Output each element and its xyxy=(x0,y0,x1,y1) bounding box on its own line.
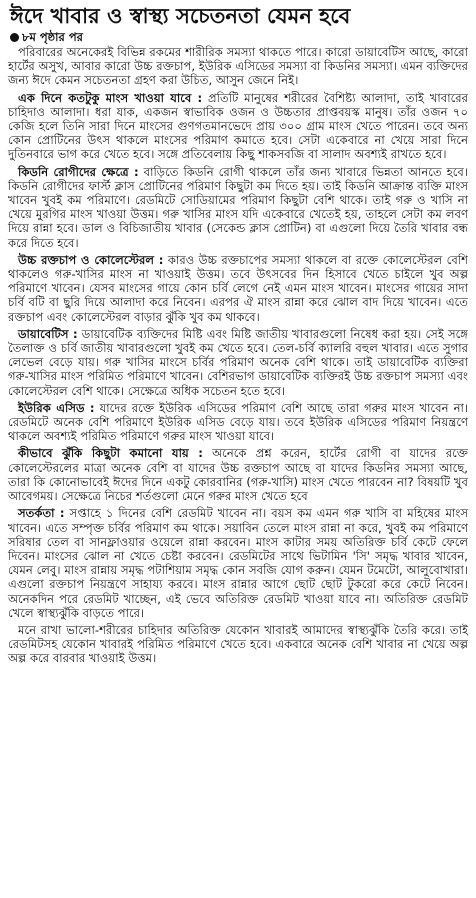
paragraph-blood-pressure xyxy=(8,253,468,324)
paragraph-intro xyxy=(8,45,468,88)
section-heading: ইউরিক এসিড : xyxy=(18,400,95,415)
continued-line xyxy=(10,30,468,44)
bullet-icon xyxy=(10,33,19,42)
paragraph-text: যাদের রক্তে ইউরিক এসিডের পরিমাণ বেশি আছে তারা গরুর মাংস খাবেন না। রেডমিটে অনেক বেশি পরিমাণে ইউরিক এসিড বেড়ে যায়। তবে ইউরিক এসিডের পরিমাণ নিয়ন্ত্রণে থাকলে অবশ্যই পরিমিত পরিমাণে গরুর মাংস খাওয়া যাবে। xyxy=(8,400,468,444)
paragraph-text: সপ্তাহে ১ দিনের বেশি রেডমিট খাবেন না। বয়স কম এমন গরু খাসি বা মহিষের মাংস খাবেন। এতে সম্পৃক্ত চর্বির পরিমাণ কম থাকে। সয়াবিন তেলে মাংস রান্না না করে, খুবই কম পরিমাণে সরিষার তেল বা সানফ্লাওয়ার ওয়েলে রান্না করবেন। মাংস কাটার সময় অতিরিক্ত চর্বি কেটে ফেলে দিবেন। মাংসের ঝোল না খেতে চেষ্টা করবেন। রেডমিটের সাথে ভিটামিন 'সি' সমৃদ্ধ খাবার খাবেন, যেমন লেবু। মাংস রান্নায় সমৃদ্ধ পটাশিয়াম সমৃদ্ধ কোন সবজি যোগ করুন। যেমন টমেটো, আলুবোখারা। এগুলো রক্তচাপ নিয়ন্ত্রণে সাহায্য করবে। মাংস রান্নার আগে ছোট ছোট টুকরো করে কেটে নিবেন। অনেকদিন পরে রেডমিট খাচ্ছেন, এই ভেবে অতিরিক্ত রেডমিট খাওয়া যাবে না। অতিরিক্ত রেডমিট খেলে স্বাস্থ্যঝুঁকি বাড়তে পারে। xyxy=(8,506,468,620)
section-heading: ডায়াবেটিস : xyxy=(18,326,78,341)
paragraph-reduce-risk xyxy=(8,446,468,503)
section-heading: সতর্কতা : xyxy=(18,506,65,521)
paragraph-text: বাড়িতে কিডনি রোগী থাকলে তাঁর জন্য খাবারে ভিন্নতা আনতে হবে। কিডনি রোগীদের ফার্স্ট ক্লাস প্রোটিনের পরিমাণ কিছুটা কম দিতে হয়। তাই কিডনি আক্রান্ত ব্যক্তি মাংস খাবেন খুবই কম পরিমাণে। রেডমিটে সোডিয়ামের পরিমাণ কিছুটা বেশি থাকে। তাই গরু ও খাসি না খেয়ে মুরগির মাংস খাওয়া উত্তম। গরু খাসির মাংস যদি একেবারে খেতেই হয়, তাহলে সেটা কম লবণ দিয়ে রান্না হবে। ডাল ও বিচিজাতীয় খাবার (সেকেন্ড ক্লাস প্রোটিন) বা এগুলো দিয়ে তৈরি খাবার বন্ধ করে দিতে হবে। xyxy=(8,164,469,250)
section-heading: উচ্চ রক্তচাপ ও কোলেস্টেরল : xyxy=(18,252,164,267)
paragraph-diabetes xyxy=(8,327,468,398)
paragraph-text: প্রতিটি মানুষের শরীরের বৈশিষ্ট্য আলাদা, তাই খাবারের চাহিদাও আলাদা। ধরা যাক, একজন স্বাভাবিক ওজন ও উচ্চতার প্রাপ্তবয়স্ক মানুষ। তাঁর ওজন ৭০ কেজি হলে তিনি সারা দিনে মাংসের গুণগতমানভেদে প্রায় ৩০০ গ্রাম মাংস খেতে পারেন। তবে অন্য কোন প্রোটিনের উৎস থাকলে মাংসের পরিমাণ কমাতে হবে। সেটা একেবারে না খেয়ে সারা দিনে দুতিনবারে ভাগ করে খেতে হবে। সঙ্গে প্রতিবেলায় কিছু শাকসবজি বা সালাদ অবশ্যই রাখতে হবে। xyxy=(8,90,469,162)
section-heading: কীভাবে ঝুঁকি কিছুটা কমানো যায় : xyxy=(18,446,203,461)
paragraph-text: ডায়াবেটিক ব্যক্তিদের মিষ্টি এবং মিষ্টি জাতীয় খাবারগুলো নিষেধ করা হয়। সেই সঙ্গে তৈলাক্ত ও চর্বি জাতীয় খাবারগুলো খুবই কম খেতে হবে। তেল-চর্বি ক্যালরি বহুল খাবার। এতে সুগার লেভেল বেড়ে যায়। গরু খাসির মাংসে চর্বির পরিমাণ অনেক বেশি থাকে। তাই ডায়াবেটিক ব্যক্তিরা গরু-খাসির মাংস পরিমিত পরিমাণে খাবেন। বেশিরভাগ ডায়াবেটিক ব্যক্তিরই উচ্চ রক্তচাপ সমস্যা এবং কোলেস্টেরল বেশি থাকে। সেক্ষেত্রে অধিক সচেতন হতে হবে। xyxy=(8,326,468,398)
paragraph-text: অনেকে প্রশ্ন করেন, হার্টের রোগী বা যাদের রক্তে কোলেস্টেরলের মাত্রা অনেক বেশি বা যাদের উচ্চ রক্তচাপ আছে বা যাদের কিডনির সমস্যা আছে, তারা কি কোনোভাবেই ঈদের দিনে একটু কোরবানির (গরু-খাসি) মাংস খেতে পারবেন না? বিষয়টি খুব আবেগময়। সেক্ষেত্রে নিচের শর্তগুলো মেনে গরুর মাংস খেতে হবে xyxy=(8,446,469,504)
headline: ঈদে খাবার ও স্বাস্থ্য সচেতনতা যেমন হবে xyxy=(10,4,351,28)
paragraph-text: কারও উচ্চ রক্তচাপের সমস্যা থাকলে বা রক্তে কোলেস্টেরল বেশি থাকলেও গরু-খাসির মাংস না খাওয়াই উত্তম। তবে উৎসবের দিন হিসাবে খেতে চাইলে খুব অল্প পরিমাণে খাবেন। যেসব মাংসের গায়ে কোন চর্বি লেগে নেই এমন মাংস খাবেন। মাংসের গায়ের সাদা চর্বি বটি বা ছুরি দিয়ে আলাদা করে নিবেন। এরপর ঐ মাংস রান্না করে ঝোল বাদ দিয়ে খাবেন। এতে রক্তচাপ এবং কোলেস্টেরল বাড়ার ঝুঁকি খুব কম থাকবে। xyxy=(8,252,468,324)
paragraph-uric-acid xyxy=(8,401,468,444)
article xyxy=(4,0,472,666)
section-heading: এক দিনে কতটুকু মাংস খাওয়া যাবে : xyxy=(18,90,203,105)
paragraph-conclusion xyxy=(8,623,468,666)
paragraph-caution xyxy=(8,506,468,620)
continued-from: ৮ম পৃষ্ঠার পর xyxy=(22,30,83,44)
paragraph-kidney xyxy=(8,165,468,250)
paragraph-text: মনে রাখা ভালো-শরীরের চাহিদার অতিরিক্ত যেকোন খাবারই আমাদের স্বাস্থ্যঝুঁকি তৈরি করে। তাই রেডমিটসহ যেকোন খাবারই পরিমিত পরিমাণে খেতে হবে। একবারে অনেক বেশি খাবার না খেয়ে অল্প অল্প করে বারবার খাওয়াই উত্তম। xyxy=(8,622,468,666)
paragraph-meat-quantity xyxy=(8,91,468,162)
section-heading: কিডনি রোগীদের ক্ষেত্রে : xyxy=(18,164,139,179)
paragraph-text: পরিবারের অনেকেরই বিভিন্ন রকমের শারীরিক সমস্যা থাকতে পারে। কারো ডায়াবেটিস আছে, কারো হার্টের অসুখ, আবার কারো উচ্চ রক্তচাপ, ইউরিক এসিডের সমস্যা বা কিডনির সমস্যা। এমন ব্যক্তিদের জন্য ঈদে কেমন সচেতনতা গ্রহণ করা উচিত, আসুন জেনে নিই। xyxy=(8,45,468,88)
